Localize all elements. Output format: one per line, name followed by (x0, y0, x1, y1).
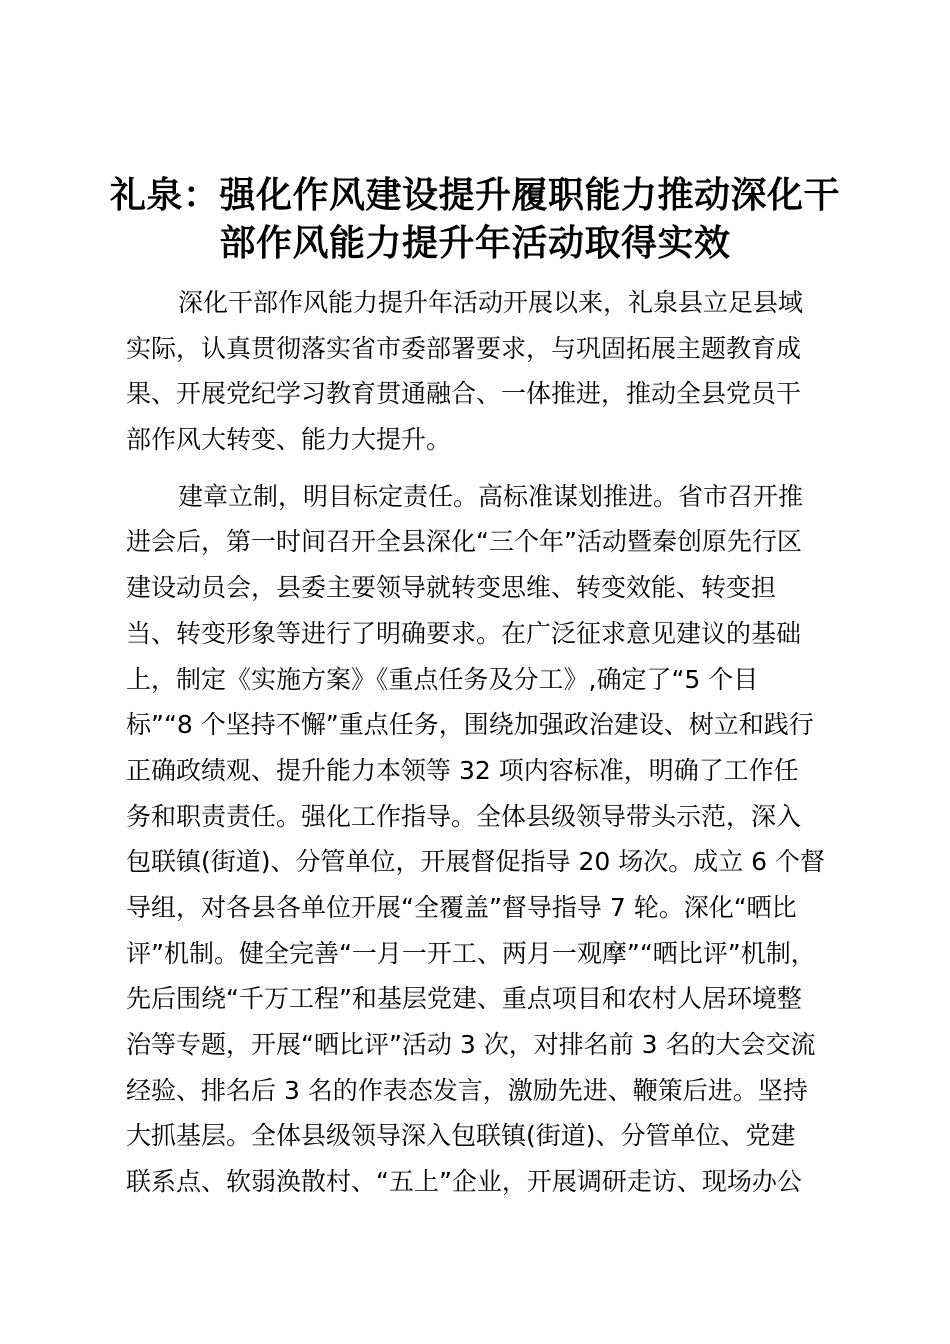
paragraph-line: 联系点、软弱涣散村、“五上”企业，开展调研走访、现场办公 (126, 1167, 802, 1197)
paragraph-measures (126, 474, 826, 1205)
paragraph-line: 评”机制。健全完善“一月一开工、两月一观摩”“晒比评”机制， (126, 938, 816, 968)
paragraph-spacer (126, 463, 826, 474)
paragraph-line: 包联镇(街道)、分管单位，开展督促指导 20 场次。成立 6 个督 (126, 847, 826, 877)
paragraph-line: 务和职责责任。强化工作指导。全体县级领导带头示范，深入 (126, 801, 802, 831)
paragraph-line: 深化干部作风能力提升年活动开展以来，礼泉县立足县域 (178, 288, 804, 317)
title-line: 部作风能力提升年活动取得实效 (219, 223, 731, 264)
paragraph-line: 当、转变形象等进行了明确要求。在广泛征求意见建议的基础 (126, 618, 802, 648)
paragraph-intro (126, 280, 826, 463)
paragraph-line: 果、开展党纪学习教育贯通融合、一体推进，推动全县党员干 (126, 379, 802, 409)
paragraph-line: 建设动员会，县委主要领导就转变思维、转变效能、转变担 (126, 573, 777, 603)
document-title (95, 172, 855, 268)
title-line: 礼泉：强化作风建设提升履职能力推动深化干 (109, 175, 840, 216)
paragraph-line: 部作风大转变、能力大提升。 (126, 425, 452, 455)
paragraph-line: 进会后，第一时间召开全县深化“三个年”活动暨秦创原先行区 (126, 527, 802, 557)
paragraph-line: 建章立制，明目标定责任。高标准谋划推进。省市召开推 (178, 481, 804, 511)
paragraph-line: 上，制定《实施方案》《重点任务及分工》,确定了“5 个目 (126, 664, 759, 694)
document-body (126, 280, 826, 1205)
paragraph-line: 实际，认真贯彻落实省市委部署要求，与巩固拓展主题教育成 (126, 333, 802, 363)
paragraph-line: 先后围绕“千万工程”和基层党建、重点项目和农村人居环境整 (126, 984, 802, 1014)
paragraph-line: 经验、排名后 3 名的作表态发言，激励先进、鞭策后进。坚持 (126, 1075, 808, 1105)
paragraph-line: 正确政绩观、提升能力本领等 32 项内容标准，明确了工作任 (126, 755, 799, 785)
paragraph-line: 导组，对各县各单位开展“全覆盖”督导指导 7 轮。深化“晒比 (126, 892, 797, 922)
paragraph-line: 大抓基层。全体县级领导深入包联镇(街道)、分管单位、党建 (126, 1121, 796, 1151)
paragraph-line: 治等专题，开展“晒比评”活动 3 次，对排名前 3 名的大会交流 (126, 1030, 816, 1059)
paragraph-line: 标”“8 个坚持不懈”重点任务，围绕加强政治建设、树立和践行 (126, 710, 814, 740)
